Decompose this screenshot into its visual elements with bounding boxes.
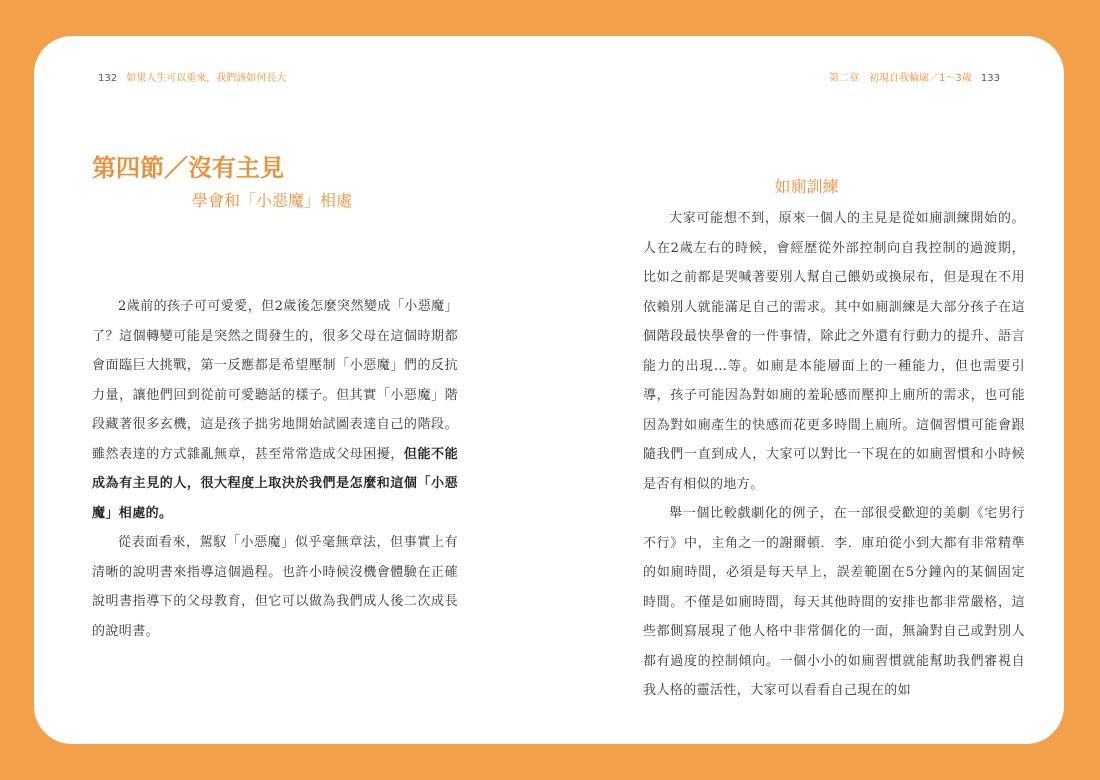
right-running-head — [829, 69, 1006, 84]
right-body-text — [643, 204, 1025, 706]
right-running-title: 第二章 初現自我輪廓／1～3歲 — [828, 73, 972, 84]
book-spread — [34, 36, 1064, 744]
left-page — [34, 36, 549, 744]
left-paragraph-1-bold: 但能不能成為有主見的人，很大程度上取決於我們是怎麼和這個「小惡魔」相處的。 — [92, 446, 458, 521]
left-page-number: 132 — [98, 73, 118, 84]
left-body-text — [92, 292, 458, 646]
right-page-number: 133 — [980, 73, 1000, 84]
right-heading: 如廁訓練 — [774, 177, 839, 196]
left-running-title: 如果人生可以重來，我們該如何長大 — [126, 73, 287, 84]
section-subtitle: 學會和「小惡魔」相處 — [192, 191, 353, 210]
left-running-head — [92, 69, 286, 84]
left-paragraph-1 — [92, 292, 458, 528]
right-page — [549, 36, 1064, 744]
right-paragraph-1: 大家可能想不到，原來一個人的主見是從如廁訓練開始的。人在2歲左右的時候，會經歷從外部控制向自我控制的過渡期，比如之前都是哭喊著要別人幫自己餵奶或換尿布，但是現在不用依賴別人就能滿足自己的需求。其中如廁訓練是大部分孩子在這個階段最快學會的一件事情，除此之外還有行動力的提升、語言能力的出現…等。如廁是本能層面上的一種能力，但也需要引導，孩子可能因為對如廁的羞恥感而壓抑上廁所的需求，也可能因為對如廁產生的快感而花更多時間上廁所。這個習慣可能會跟隨我們一直到成人，大家可以對比一下現在的如廁習慣和小時候是否有相似的地方。 — [643, 211, 1025, 492]
right-paragraph-2: 舉一個比較戲劇化的例子，在一部很受歡迎的美劇《宅男行不行》中，主角之一的謝爾頓．李．庫珀從小到大都有非常精準的如廁時間，必須是每天早上，誤差範圍在5分鐘內的某個固定時間。不僅是如廁時間，每天其他時間的安排也都非常嚴格，這些都側寫展現了他人格中非常個化的一面，無論對自己或對別人都有過度的控制傾向。一個小小的如廁習慣就能幫助我們審視自我人格的靈活性，大家可以看看自己現在的如 — [643, 506, 1025, 698]
left-paragraph-2: 從表面看來，駕馭「小惡魔」似乎毫無章法，但事實上有清晰的說明書來指導這個過程。也許小時候沒機會體驗在正確說明書指導下的父母教育，但它可以做為我們成人後二次成長的說明書。 — [92, 535, 458, 639]
section-title: 第四節／沒有主見 — [92, 154, 284, 182]
left-paragraph-1-text: 2歲前的孩子可可愛愛，但2歲後怎麼突然變成「小惡魔」了？這個轉變可能是突然之間發生的，很多父母在這個時期都會面臨巨大挑戰，第一反應都是希望壓制「小惡魔」們的反抗力量，讓他們回到從前可愛聽話的樣子。但其實「小惡魔」階段藏著很多玄機，這是孩子拙劣地開始試圖表達自己的階段。雖然表達的方式雜亂無章，甚至常常造成父母困擾， — [92, 299, 458, 462]
